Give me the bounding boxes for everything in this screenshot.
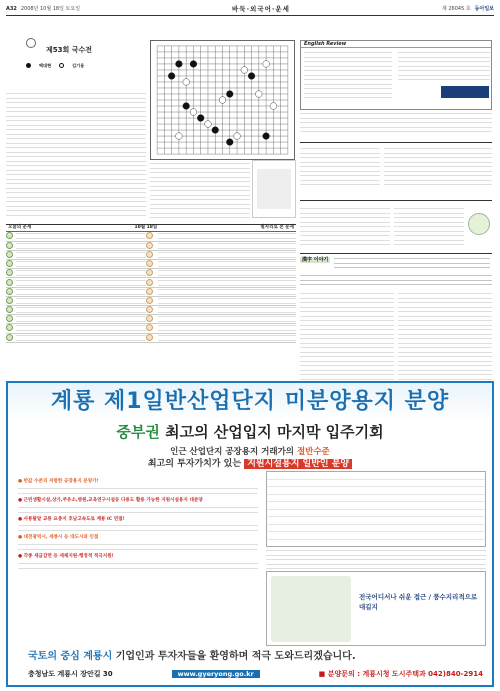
- white-player: 김기용: [72, 63, 85, 68]
- ad-foot-b: 기업인과 투자자들을 환영하며 적극 도와드리겠습니다.: [115, 651, 356, 662]
- ad-bullet: ● 각종 세금감면 등 세제지원·행정적 적극지원!: [18, 554, 114, 560]
- page-header: [6, 4, 494, 16]
- star-sign-icon: [146, 315, 153, 322]
- zodiac-icon: [6, 232, 13, 239]
- ad-phone: ■ 분양문의 : 계룡시청 도시주택과 042)840-2914: [318, 669, 483, 678]
- edition-number: 제 26045 호: [441, 6, 471, 13]
- horoscope-row: [6, 241, 296, 250]
- black-stone: [226, 139, 233, 146]
- ad-bullets: [18, 477, 258, 571]
- star-sign-icon: [146, 334, 153, 341]
- baduk-commentary-2: [150, 162, 250, 218]
- horoscope-row: [6, 287, 296, 296]
- map-caption: 전국어디서나 쉬운 접근 / 풍수지리적으로 대길지: [359, 593, 478, 611]
- black-stone: [248, 73, 255, 80]
- map-image: [271, 576, 351, 642]
- japanese-col-left: [300, 147, 380, 187]
- white-stone: [183, 79, 190, 86]
- star-sign-icon: [146, 297, 153, 304]
- star-sign-icon: [146, 232, 153, 239]
- black-stone: [226, 91, 233, 98]
- horoscope-row: [6, 278, 296, 287]
- ad-sub-a: 중부권: [116, 423, 160, 441]
- star-sign-icon: [146, 242, 153, 249]
- horoscope-row: [6, 260, 296, 269]
- ad-headline: 계룡 제1일반산업단지 미분양용지 분양: [8, 383, 492, 421]
- zodiac-icon: [6, 260, 13, 267]
- star-sign-icon: [146, 324, 153, 331]
- baduk-players: [26, 63, 84, 68]
- hanja-title: 漢字 이야기: [302, 257, 329, 263]
- black-stone: [168, 73, 175, 80]
- horoscope-title: 오늘의 운세: [8, 225, 32, 231]
- white-stone: [205, 121, 212, 128]
- japanese-lesson-box: [300, 142, 492, 189]
- white-stone-icon: [59, 63, 64, 68]
- ad-line4: [8, 459, 492, 470]
- ad-foot-a: 국토의 중심 계룡시: [28, 651, 113, 662]
- english-col-right: [398, 51, 490, 81]
- zodiac-icon: [6, 251, 13, 258]
- white-stone: [263, 61, 270, 68]
- go-board-diagram: [150, 40, 295, 160]
- horoscope-section: [6, 224, 296, 380]
- ad-line4-b: 지원시설용지 일반인 분양: [244, 459, 352, 469]
- horoscope-date: 10월 18일: [134, 225, 158, 231]
- baduk-logo-icon: [26, 38, 36, 48]
- issue-date: 2008년 10월 18일 토요일: [20, 6, 81, 13]
- horoscope-row: [6, 269, 296, 278]
- horoscope-row: [6, 296, 296, 305]
- hanja-story-box: [300, 253, 492, 381]
- horoscope-row: [6, 324, 296, 333]
- ad-bullet: ● 대전광역시, 세종시 등 대도시와 인접: [18, 535, 99, 541]
- star-sign-icon: [146, 288, 153, 295]
- japanese-col-right: [384, 147, 492, 187]
- zodiac-icon: [6, 306, 13, 313]
- zodiac-icon: [6, 288, 13, 295]
- white-stone: [241, 67, 248, 74]
- ad-contact: [28, 666, 483, 682]
- ad-sub-text: [266, 549, 486, 571]
- horoscope-row: [6, 315, 296, 324]
- horoscope-row: [6, 250, 296, 259]
- ad-address: 충청남도 계룡시 장안길 30: [28, 669, 113, 678]
- white-stone: [270, 103, 277, 110]
- star-sign-icon: [146, 279, 153, 286]
- hanja-lead: [300, 274, 492, 288]
- zodiac-icon: [6, 315, 13, 322]
- black-player: 백대현: [39, 63, 52, 68]
- horoscope-row: [6, 306, 296, 315]
- star-sign-icon: [146, 306, 153, 313]
- baduk-commentary: [6, 92, 146, 217]
- hanja-body-left: [300, 292, 394, 380]
- star-sign-icon: [146, 251, 153, 258]
- ad-url[interactable]: www.gyeryong.go.kr: [172, 670, 260, 678]
- chinese-col-left: [300, 207, 390, 245]
- ad-sub-b: 최고의 산업입지 마지막 입주기회: [165, 423, 384, 441]
- ad-line3: [8, 447, 492, 458]
- english-review-title: English Review: [301, 41, 491, 48]
- white-stone: [234, 133, 241, 140]
- black-stone: [183, 103, 190, 110]
- go-board-svg: [151, 41, 294, 159]
- ad-line4-a: 최고의 투자가치가 있는: [147, 459, 242, 469]
- horoscope-row: [6, 333, 296, 342]
- zodiac-icon: [6, 297, 13, 304]
- chinese-col-right: [394, 207, 464, 245]
- ad-bullet: ● 근린생활시설,상가,주유소,병원,교육연구시설등 다용도 활용 가능한 지원시설용지 대분양: [18, 497, 203, 503]
- zodiac-icon: [6, 242, 13, 249]
- ad-subheadline: [8, 421, 492, 443]
- zodiac-icon: [6, 279, 13, 286]
- white-stone: [190, 109, 197, 116]
- paper-logo: 동아일보: [474, 6, 494, 13]
- industrial-complex-ad: [6, 381, 494, 687]
- black-stone: [176, 61, 183, 68]
- ad-location-map: [266, 571, 486, 646]
- baduk-title: 제53회 국수전: [46, 46, 92, 54]
- english-ad-badge: [441, 86, 489, 98]
- star-sign-icon: [146, 269, 153, 276]
- horoscope-row: [6, 232, 296, 241]
- black-stone: [263, 133, 270, 140]
- english-col-left: [304, 51, 392, 99]
- english-review-box: [300, 40, 492, 110]
- zodiac-icon: [6, 269, 13, 276]
- ad-line3-a: 인근 산업단지 공장용지 거래가의: [170, 447, 294, 457]
- section-title: 바둑·외국어·운세: [232, 5, 290, 14]
- ad-line3-b: 절반수준: [296, 447, 330, 457]
- page-number: A32: [6, 6, 17, 13]
- chinese-lesson-logo-icon: [468, 213, 490, 235]
- small-ad-box: [252, 160, 296, 218]
- ad-bullet: ● 반값 수준의 저렴한 공장용지 분양가!: [18, 479, 99, 484]
- ad-info-table: [266, 471, 486, 547]
- hanja-characters: [334, 257, 490, 271]
- zodiac-icon: [6, 324, 13, 331]
- black-stone: [190, 61, 197, 68]
- english-strip: [300, 112, 492, 136]
- black-stone: [212, 127, 219, 134]
- white-stone: [176, 133, 183, 140]
- white-stone: [255, 91, 262, 98]
- black-stone: [197, 115, 204, 122]
- star-sign-icon: [146, 260, 153, 267]
- white-stone: [219, 97, 226, 104]
- black-stone-icon: [26, 63, 31, 68]
- horoscope-rows: [6, 232, 296, 343]
- horoscope-header: [6, 224, 296, 232]
- zodiac-icon: [6, 334, 13, 341]
- ad-bullet: ● 사통팔달 교통 요충지 호남고속도로 계룡 IC 연접!: [18, 516, 125, 522]
- hanja-body-right: [398, 292, 492, 380]
- zodiac-title: 별자리로 본 운세: [260, 225, 294, 231]
- ad-footer-slogan: [28, 651, 483, 664]
- chinese-lesson-box: [300, 200, 492, 246]
